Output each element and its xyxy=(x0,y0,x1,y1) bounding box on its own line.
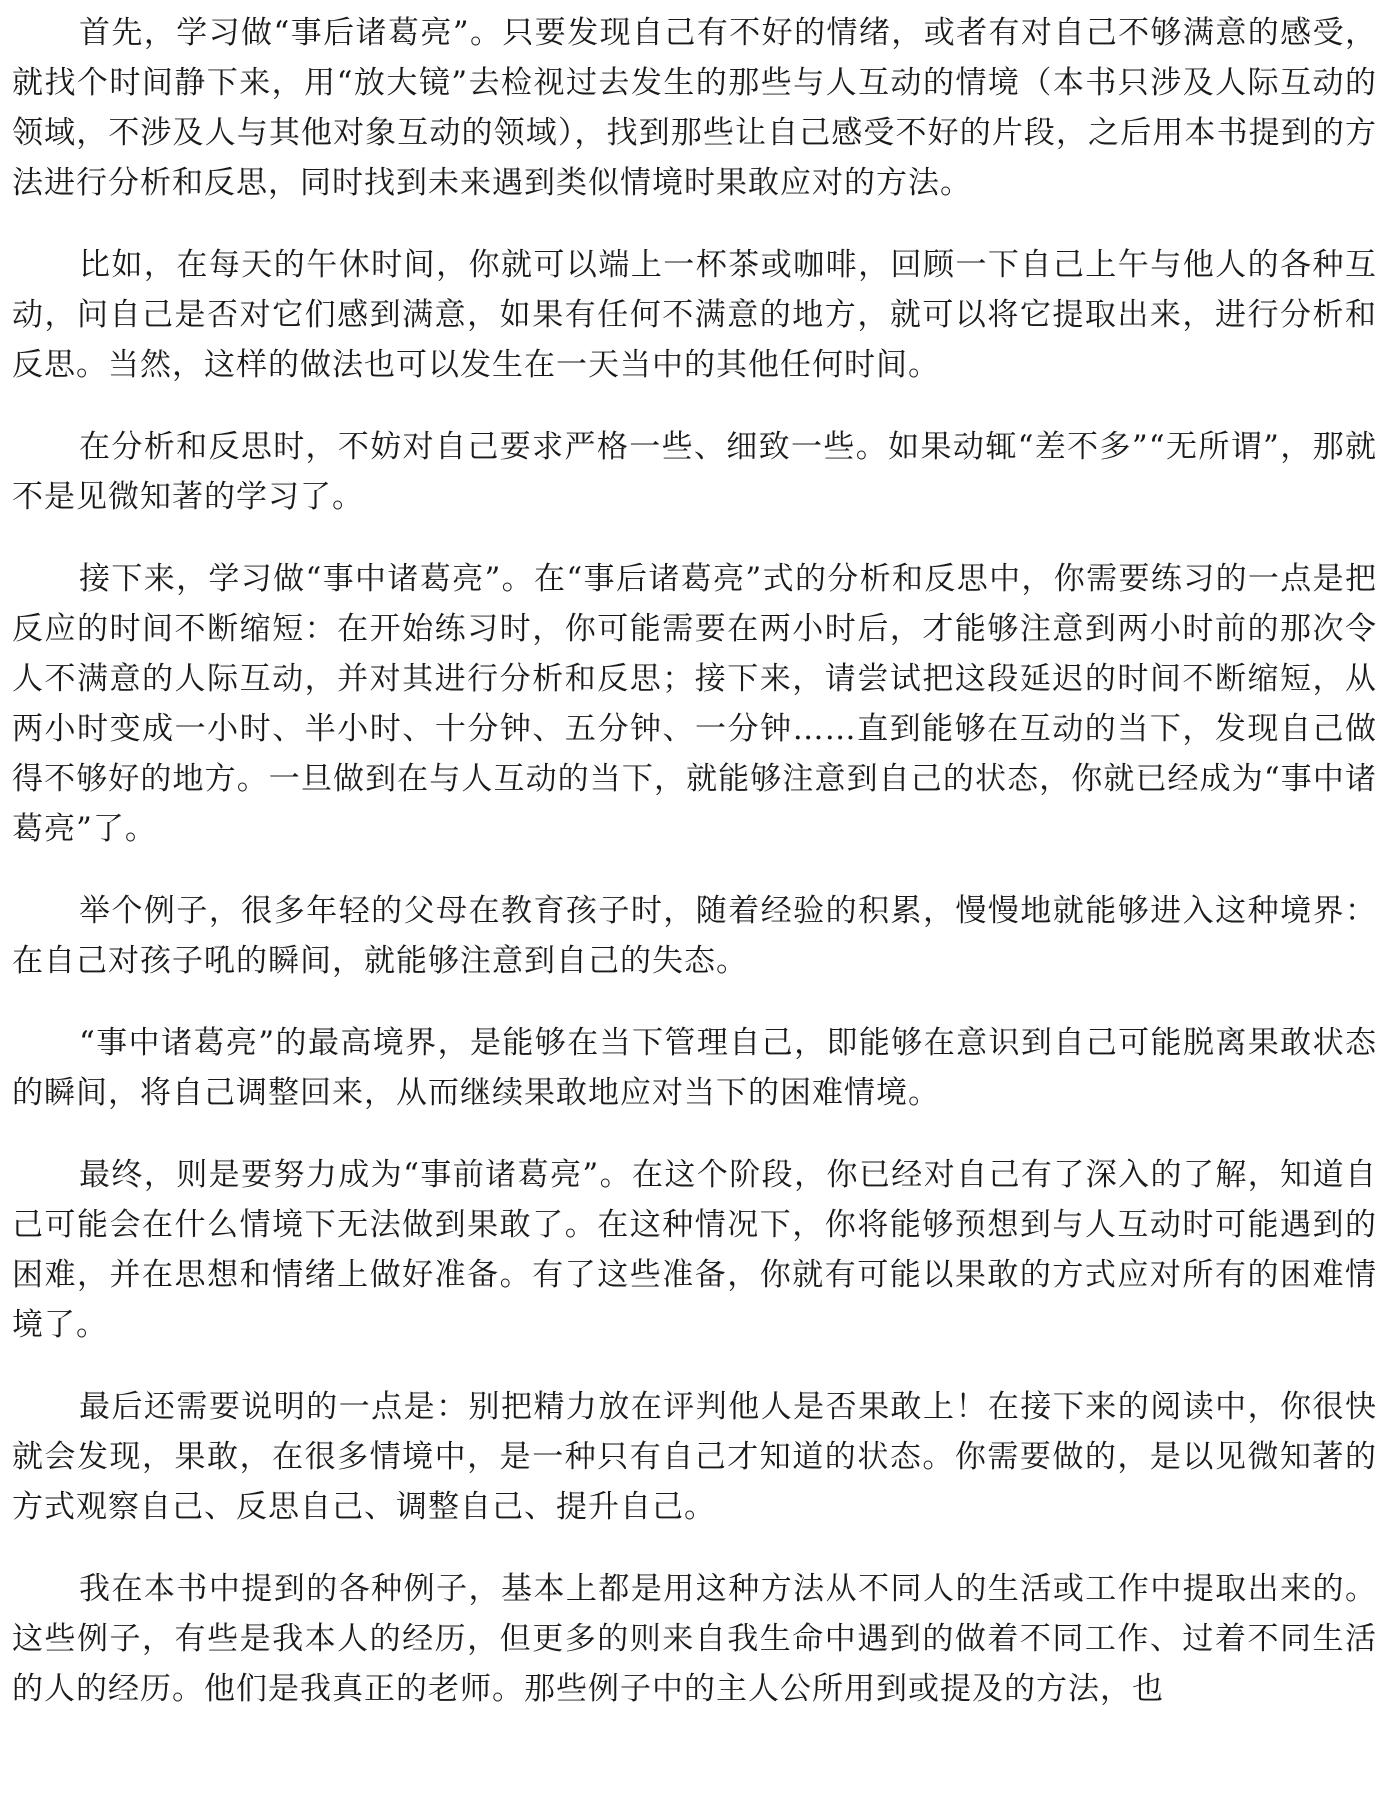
paragraph-6: “事中诸葛亮”的最高境界，是能够在当下管理自己，即能够在意识到自己可能脱离果敢状态的瞬间，将自己调整回来，从而继续果敢地应对当下的困难情境。 xyxy=(12,1025,1377,1111)
paragraph-2: 比如，在每天的午休时间，你就可以端上一杯茶或咖啡，回顾一下自己上午与他人的各种互动，问自己是否对它们感到满意，如果有任何不满意的地方，就可以将它提取出来，进行分析和反思。当然，这样的做法也可以发生在一天当中的其他任何时间。 xyxy=(12,247,1377,383)
paragraph-8: 最后还需要说明的一点是：别把精力放在评判他人是否果敢上！在接下来的阅读中，你很快就会发现，果敢，在很多情境中，是一种只有自己才知道的状态。你需要做的，是以见微知著的方式观察自己、反思自己、调整自己、提升自己。 xyxy=(12,1389,1377,1525)
paragraph-4: 接下来，学习做“事中诸葛亮”。在“事后诸葛亮”式的分析和反思中，你需要练习的一点是把反应的时间不断缩短：在开始练习时，你可能需要在两小时后，才能够注意到两小时前的那次令人不满意的人际互动，并对其进行分析和反思；接下来，请尝试把这段延迟的时间不断缩短，从两小时变成一小时、半小时、十分钟、五分钟、一分钟……直到能够在互动的当下，发现自己做得不够好的地方。一旦做到在与人互动的当下，就能够注意到自己的状态，你就已经成为“事中诸葛亮”了。 xyxy=(12,561,1377,847)
paragraph-9: 我在本书中提到的各种例子，基本上都是用这种方法从不同人的生活或工作中提取出来的。这些例子，有些是我本人的经历，但更多的则来自我生命中遇到的做着不同工作、过着不同生活的人的经历。他们是我真正的老师。那些例子中的主人公所用到或提及的方法，也 xyxy=(12,1571,1377,1707)
paragraph-5: 举个例子，很多年轻的父母在教育孩子时，随着经验的积累，慢慢地就能够进入这种境界：在自己对孩子吼的瞬间，就能够注意到自己的失态。 xyxy=(12,893,1377,979)
document-page xyxy=(12,8,1377,1714)
paragraph-1: 首先，学习做“事后诸葛亮”。只要发现自己有不好的情绪，或者有对自己不够满意的感受，就找个时间静下来，用“放大镜”去检视过去发生的那些与人互动的情境（本书只涉及人际互动的领域，不涉及人与其他对象互动的领域），找到那些让自己感受不好的片段，之后用本书提到的方法进行分析和反思，同时找到未来遇到类似情境时果敢应对的方法。 xyxy=(12,15,1377,201)
paragraph-7: 最终，则是要努力成为“事前诸葛亮”。在这个阶段，你已经对自己有了深入的了解，知道自己可能会在什么情境下无法做到果敢了。在这种情况下，你将能够预想到与人互动时可能遇到的困难，并在思想和情绪上做好准备。有了这些准备，你就有可能以果敢的方式应对所有的困难情境了。 xyxy=(12,1157,1377,1343)
paragraph-3: 在分析和反思时，不妨对自己要求严格一些、细致一些。如果动辄“差不多”“无所谓”，那就不是见微知著的学习了。 xyxy=(12,429,1377,515)
